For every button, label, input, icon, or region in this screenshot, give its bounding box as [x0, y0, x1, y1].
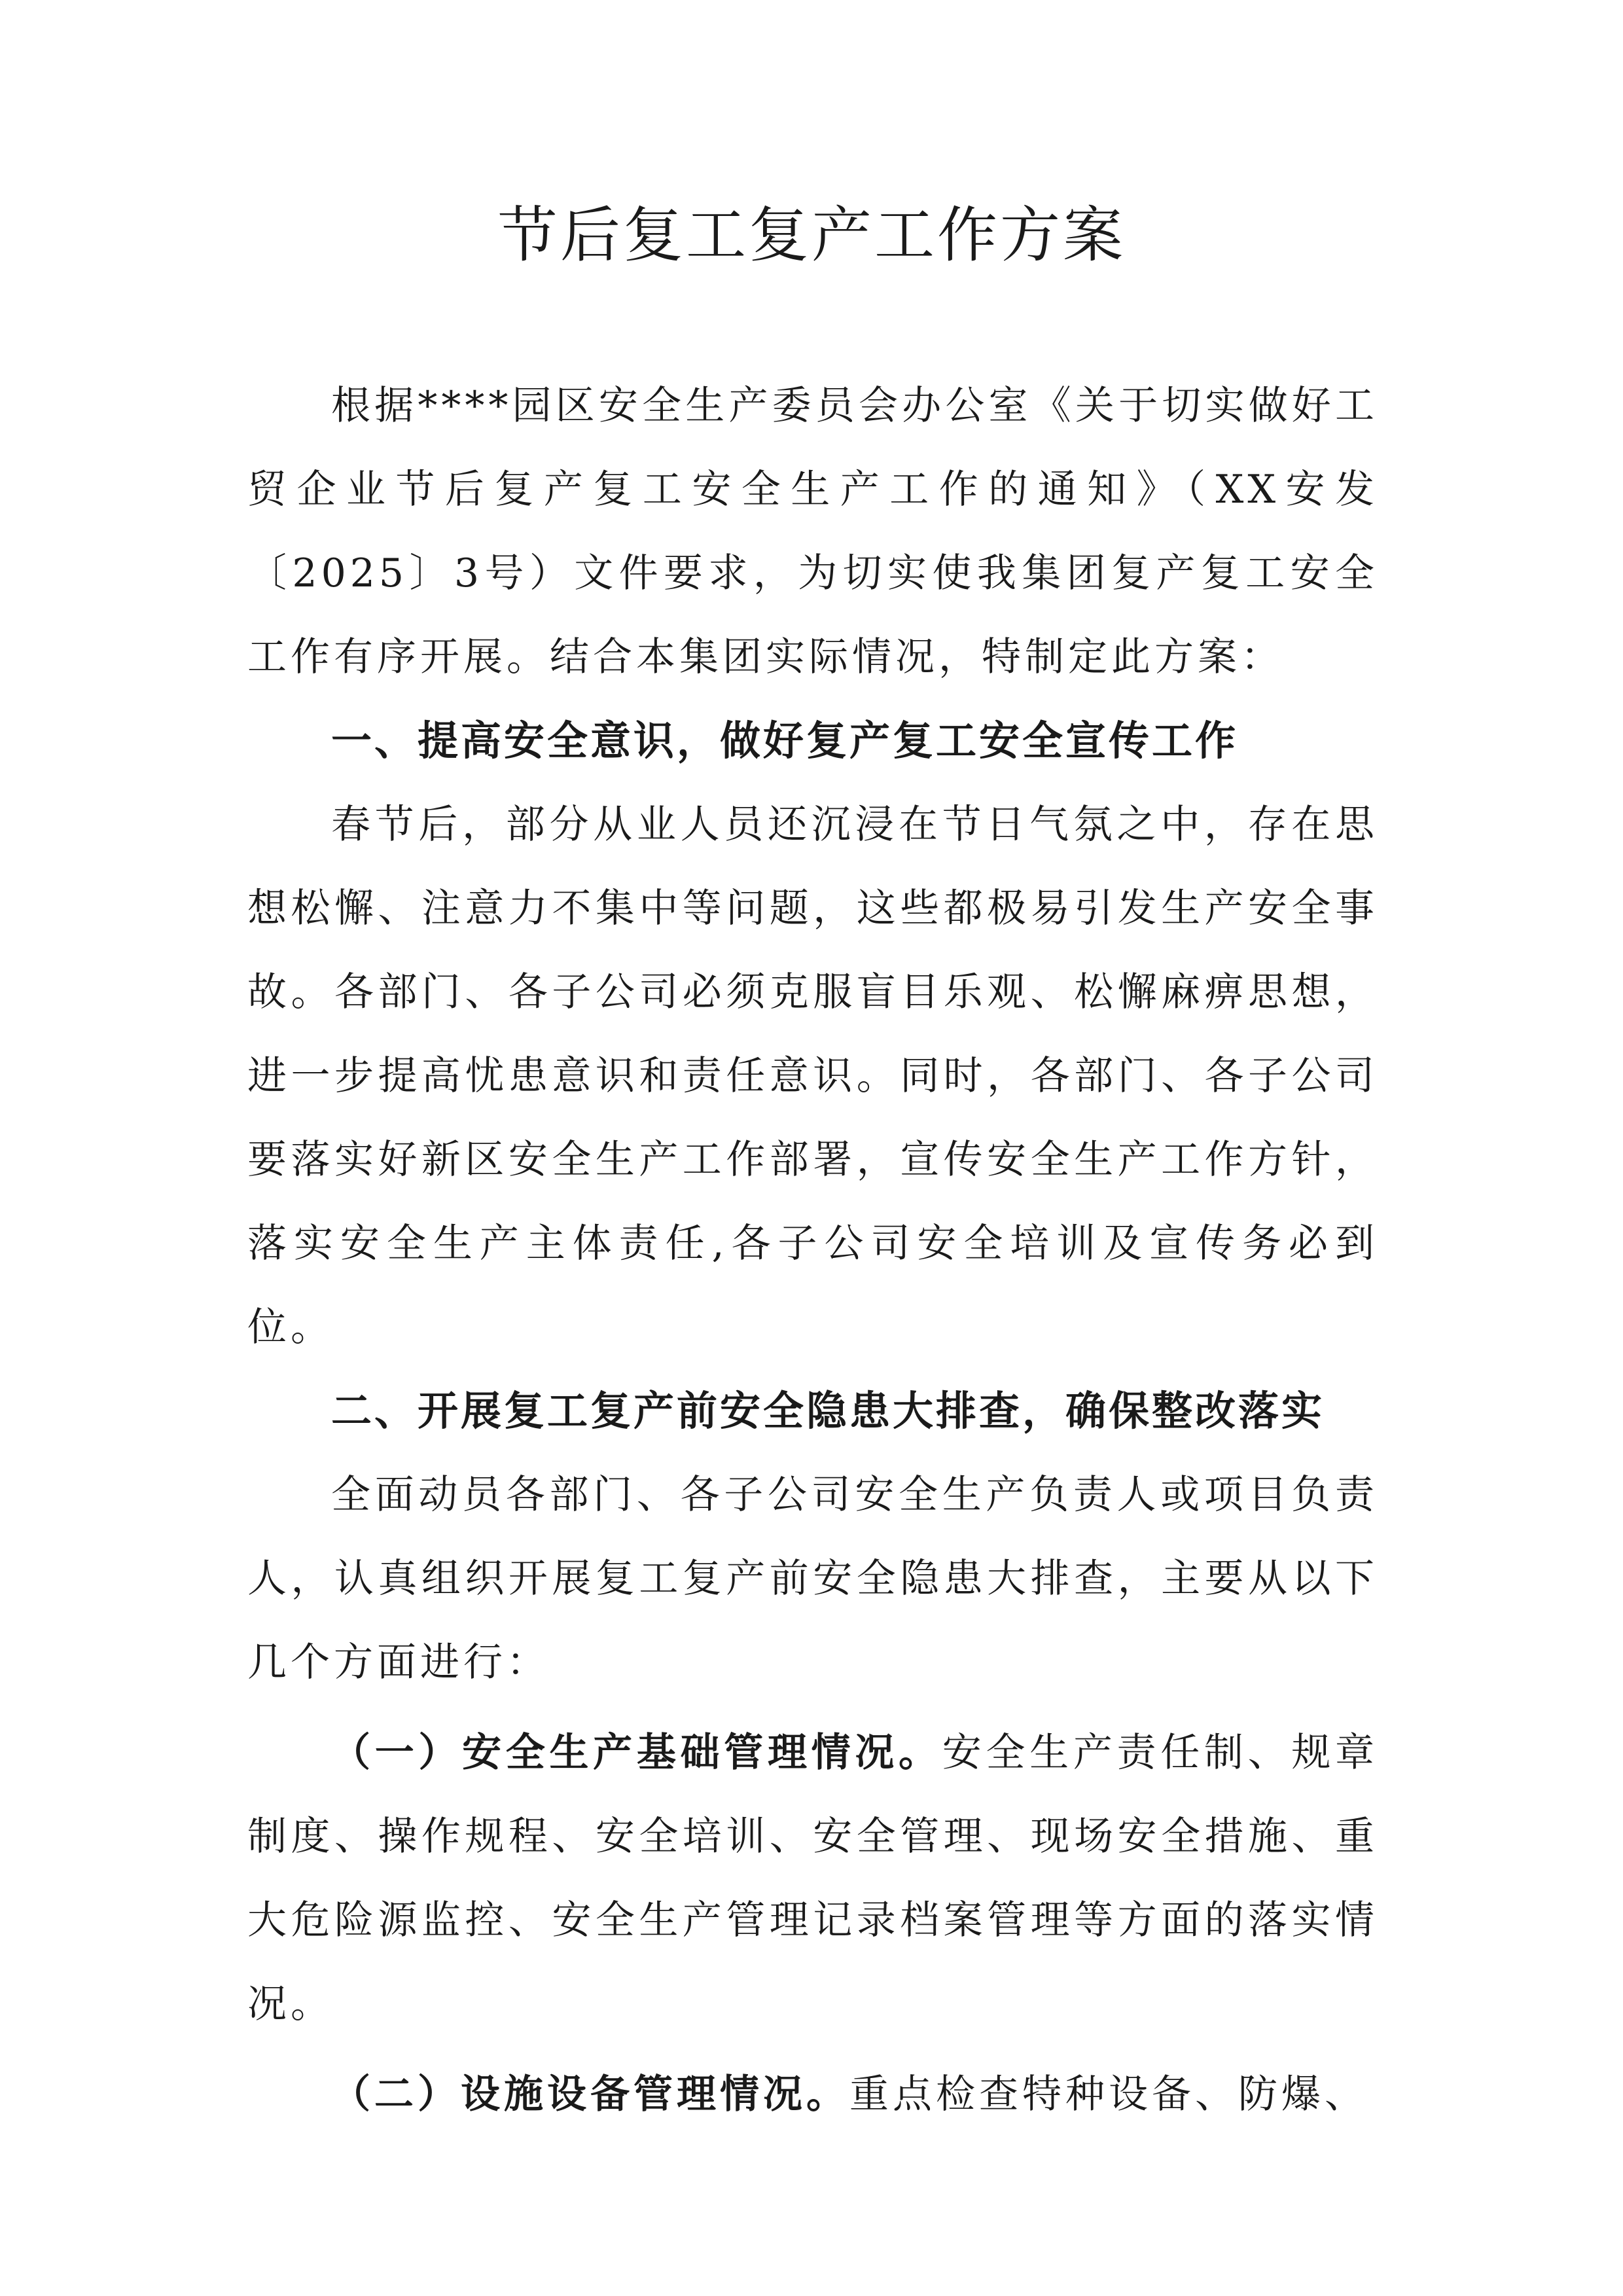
section-1-heading: 一、提高安全意识，做好复产复工安全宣传工作 — [331, 717, 1239, 764]
item-1-lead: （一）安全生产基础管理情况。 — [331, 1730, 942, 1776]
item-2-lead: （二）设施设备管理情况。 — [331, 2072, 849, 2117]
item-2-paragraph — [247, 2053, 1378, 2136]
item-1-paragraph — [247, 1711, 1378, 2046]
section-2-heading: 二、开展复工复产前安全隐患大排查，确保整改落实 — [331, 1387, 1325, 1435]
section-1-paragraph: 春节后，部分从业人员还沉浸在节日气氛之中，存在思想松懈、注意力不集中等问题，这些都极易引发生产安全事故。各部门、各子公司必须克服盲目乐观、松懈麻痹思想，进一步提高忧患意识和责任意识。同时，各部门、各子公司要落实好新区安全生产工作部署，宣传安全生产工作方针，落实安全生产主体责任,各子公司安全培训及宣传务必到位。 — [247, 802, 1378, 1350]
intro-paragraph: 根据****园区安全生产委员会办公室《关于切实做好工贸企业节后复产复工安全生产工作的通知》（XX安发〔2025〕3号）文件要求，为切实使我集团复产复工安全工作有序开展。结合本集团实际情况，特制定此方案： — [247, 383, 1378, 680]
document-title: 节后复工复产工作方案 — [497, 200, 1126, 270]
section-2-paragraph: 全面动员各部门、各子公司安全生产负责人或项目负责人，认真组织开展复工复产前安全隐患大排查，主要从以下几个方面进行： — [247, 1472, 1378, 1685]
document-body — [247, 364, 1378, 2136]
item-1-body: 安全生产责任制、规章制度、操作规程、安全培训、安全管理、现场安全措施、重大危险源监控、安全生产管理记录档案管理等方面的落实情况。 — [247, 1730, 1379, 2027]
item-2-body: 重点检查特种设备、防爆、 — [849, 2072, 1368, 2117]
